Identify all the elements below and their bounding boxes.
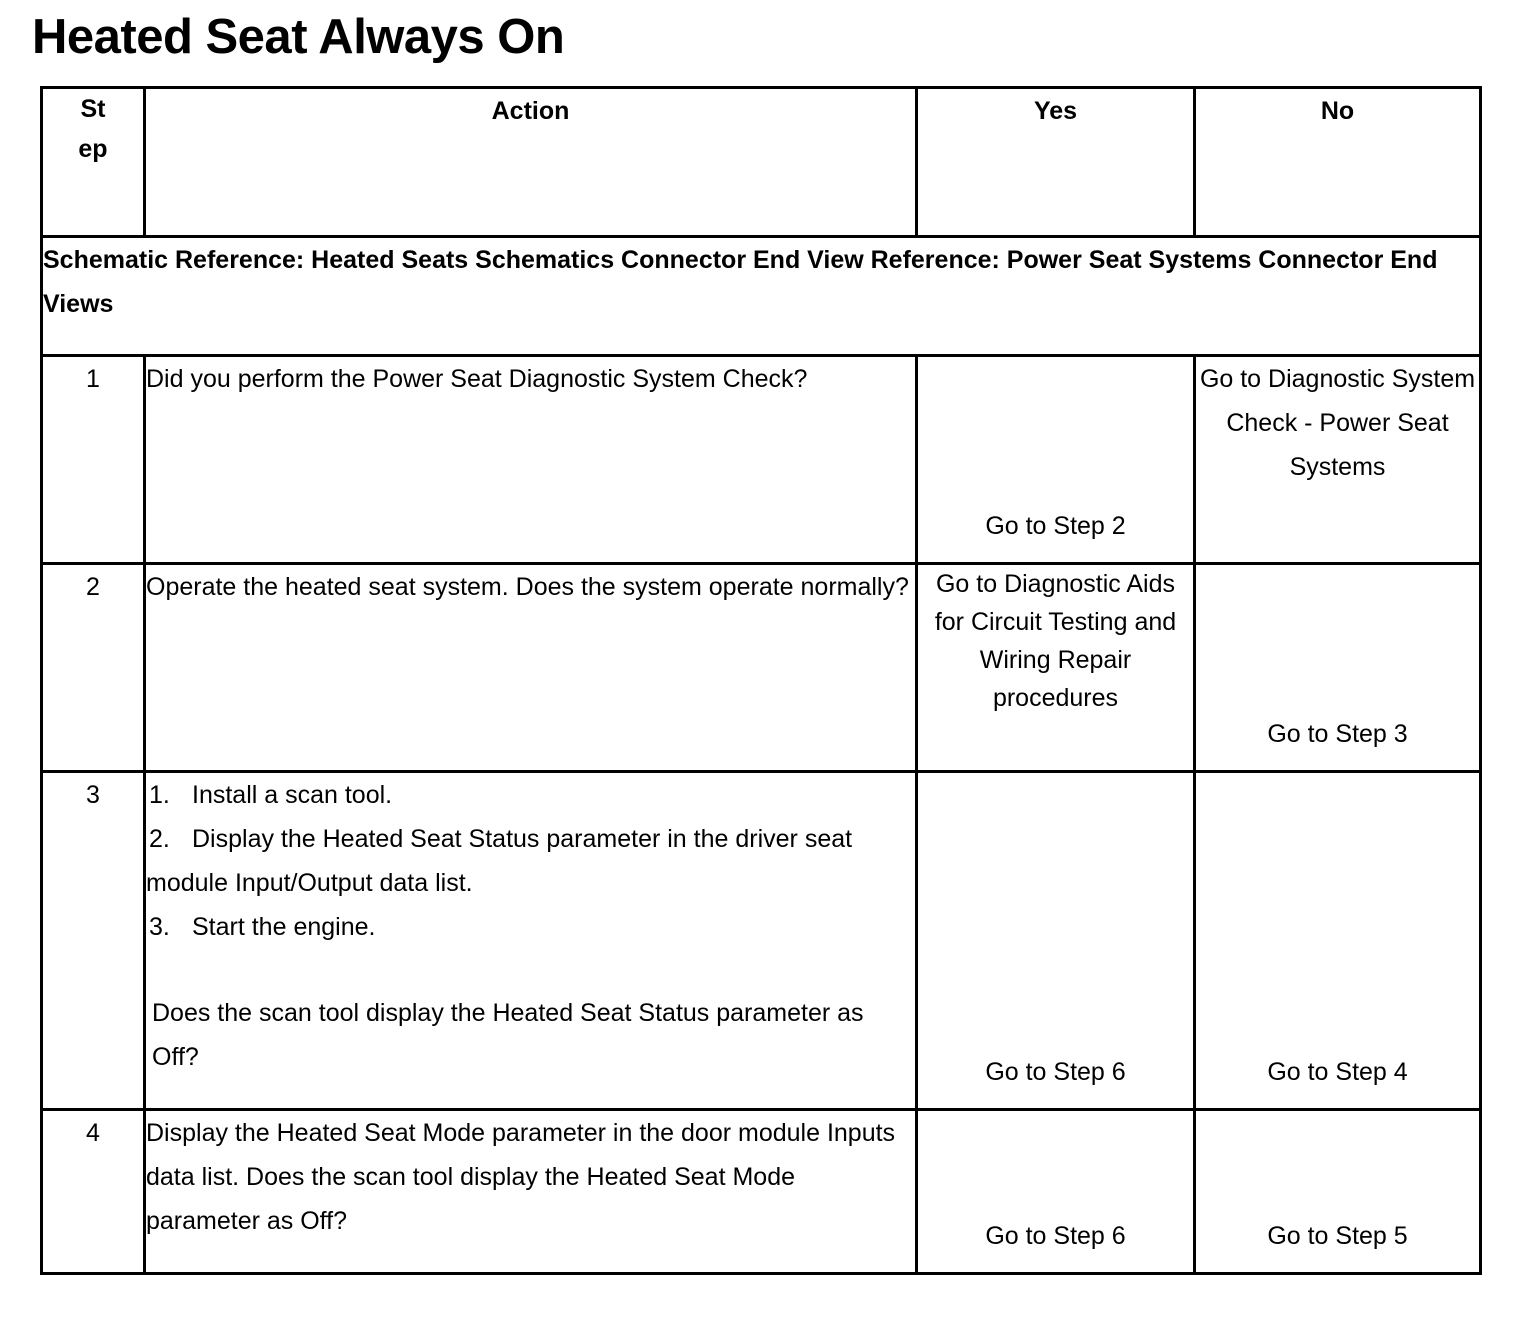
table-row (42, 356, 1481, 564)
no-cell (1195, 356, 1481, 564)
yes-cell (917, 356, 1195, 564)
no-link[interactable]: Go to Step 5 (1267, 1222, 1408, 1250)
header-step-line2: ep (78, 135, 108, 163)
table-row (42, 564, 1481, 772)
no-link[interactable]: Go to Diagnostic System Check - Power Seat Systems (1199, 365, 1476, 481)
step-number: 2 (42, 564, 145, 772)
schematic-reference: Schematic Reference: Heated Seats Schematics Connector End View Reference: Power Seat Systems Connector End Views (42, 237, 1481, 356)
step-number: 1 (42, 356, 145, 564)
action-list-item (146, 817, 915, 905)
list-text: Start the engine. (192, 913, 376, 941)
action-list-item (146, 905, 915, 949)
header-step (42, 88, 145, 237)
action-text: Display the Heated Seat Mode parameter in the door module Inputs data list. Does the scan tool display the Heated Seat Mode parameter as Off? (145, 1110, 917, 1274)
action-text: Did you perform the Power Seat Diagnostic System Check? (145, 356, 917, 564)
header-step-line1: St (80, 95, 106, 123)
table-row (42, 772, 1481, 1110)
list-number: 1. (149, 781, 170, 809)
header-row (42, 88, 1481, 237)
header-yes: Yes (917, 88, 1195, 237)
no-cell (1195, 1110, 1481, 1274)
yes-link[interactable]: Go to Step 6 (985, 1058, 1126, 1086)
header-action: Action (145, 88, 917, 237)
yes-link[interactable]: Go to Step 6 (985, 1222, 1126, 1250)
action-question: Does the scan tool display the Heated Seat Status parameter as Off? (152, 999, 864, 1071)
diagnostic-table (40, 86, 1482, 1275)
page-title: Heated Seat Always On (32, 10, 565, 64)
action-text: Operate the heated seat system. Does the system operate normally? (145, 564, 917, 772)
header-no: No (1195, 88, 1481, 237)
no-link[interactable]: Go to Step 3 (1267, 720, 1408, 748)
yes-link[interactable]: Go to Step 2 (985, 512, 1126, 540)
yes-link[interactable]: Go to Diagnostic Aids for Circuit Testing and Wiring Repair procedures (934, 570, 1177, 712)
yes-cell (917, 564, 1195, 772)
action-text (145, 772, 917, 1110)
list-number: 2. (149, 825, 170, 853)
step-number: 4 (42, 1110, 145, 1274)
step-number: 3 (42, 772, 145, 1110)
list-text: Install a scan tool. (192, 781, 393, 809)
list-number: 3. (149, 913, 170, 941)
action-list-item (146, 773, 915, 817)
no-cell (1195, 564, 1481, 772)
list-text: Display the Heated Seat Status parameter in the driver seat module Input/Output data list. (146, 825, 853, 897)
no-cell (1195, 772, 1481, 1110)
no-link[interactable]: Go to Step 4 (1267, 1058, 1408, 1086)
table-row (42, 1110, 1481, 1274)
yes-cell (917, 772, 1195, 1110)
reference-row (42, 237, 1481, 356)
yes-cell (917, 1110, 1195, 1274)
